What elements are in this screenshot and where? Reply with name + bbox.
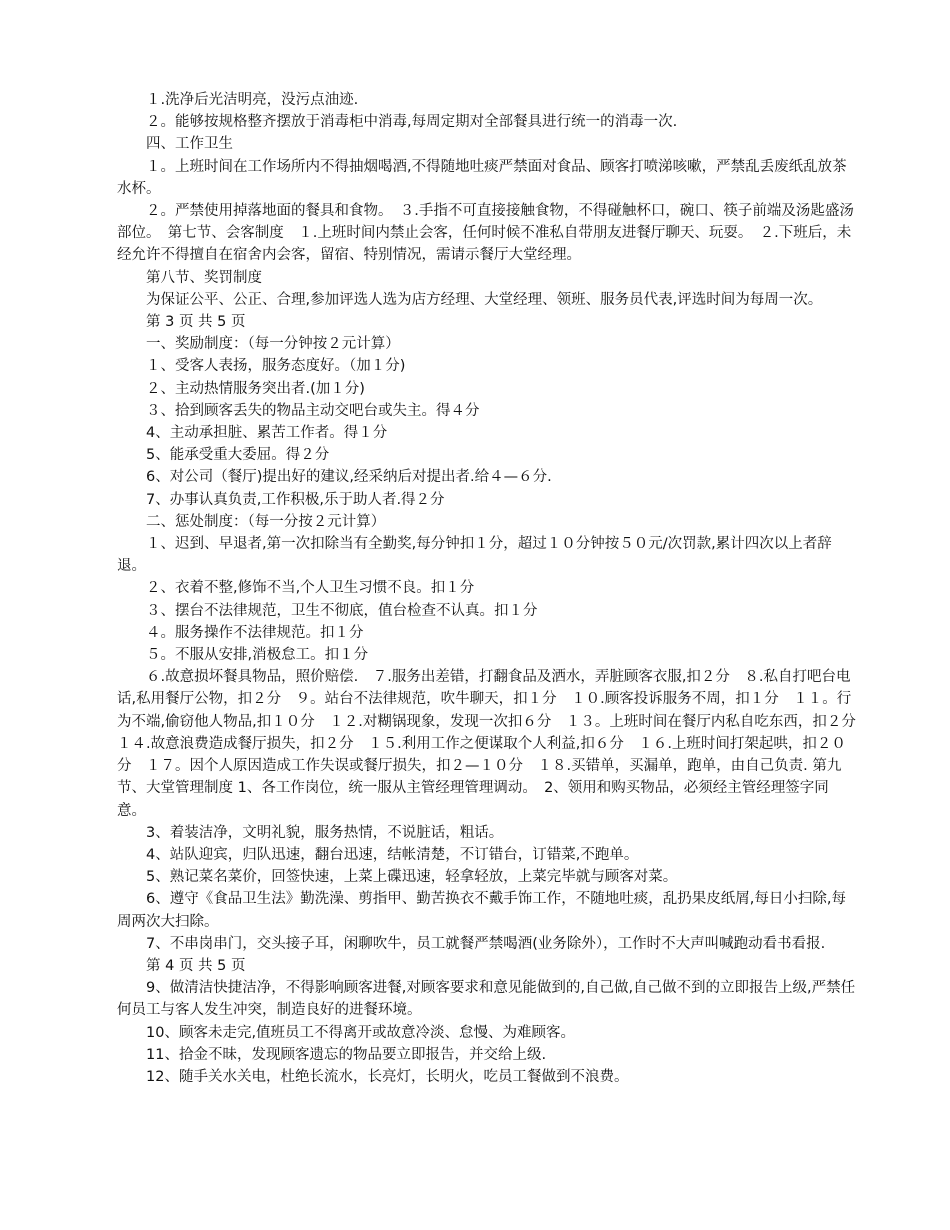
- list-item: ３、摆台不法律规范，卫生不彻底，值台检查不认真。扣１分: [146, 602, 538, 619]
- list-item: ２、主动热情服务突出者.(加１分): [146, 380, 365, 397]
- list-item: ２、衣着不整,修饰不当,个人卫生习惯不良。扣１分: [146, 580, 475, 597]
- list-item: １、迟到、早退者,第一次扣除当有全勤奖,每分钟扣１分，超过１０分钟按５０元/次罚款,累计四次以上者辞退。: [117, 536, 832, 575]
- section-heading: 四、工作卫生: [146, 136, 233, 153]
- page-number: 第 3 页 共 5 页: [146, 314, 246, 331]
- list-item: １、受客人表扬，服务态度好。（加１分): [146, 358, 406, 375]
- page-number: 第 4 页 共 5 页: [146, 957, 246, 974]
- list-item: 7、不串岗串门，交头接子耳，闲聊吹牛，员工就餐严禁喝酒(业务除外），工作时不大声叫喊跑动看书看报.: [146, 935, 826, 952]
- list-item: 4、主动承担脏、累苦工作者。得１分: [146, 425, 388, 442]
- list-item: 12、随手关水关电，杜绝长流水，长亮灯，长明火，吃员工餐做到不浪费。: [146, 1068, 629, 1085]
- list-item: 5、能承受重大委屈。得２分: [146, 447, 330, 464]
- list-item: 3、着装洁净，文明礼貌，服务热情，不说脏话，粗话。: [146, 824, 504, 841]
- list-item: 7、办事认真负责,工作积极,乐于助人者.得２分: [146, 491, 445, 508]
- paragraph: ２。能够按规格整齐摆放于消毒柜中消毒,每周定期对全部餐具进行统一的消毒一次.: [146, 114, 678, 131]
- list-item: 6、对公司（餐厅)提出好的建议,经采纳后对提出者.给４—６分.: [146, 469, 552, 486]
- list-item: 11、拾金不昧，发现顾客遗忘的物品要立即报告，并交给上级.: [146, 1046, 547, 1063]
- section-heading: 二、惩处制度：（每一分按２元计算）: [146, 513, 386, 530]
- paragraph: 为保证公平、公正、合理,参加评选人选为店方经理、大堂经理、领班、服务员代表,评选时间为每周一次。: [146, 291, 823, 308]
- list-item: ４。服务操作不法律规范。扣１分: [146, 624, 364, 641]
- section-heading: 第八节、奖罚制度: [146, 269, 262, 286]
- list-item: ５。不服从安排,消极怠工。扣１分: [146, 647, 369, 664]
- paragraph: ６.故意损坏餐具物品，照价赔偿. ７.服务出差错，打翻食品及洒水，弄脏顾客衣服,扣２分 ８.私自打吧台电话,私用餐厅公物，扣２分 ９。站台不法律规范，吹牛聊天，扣１分 １０.顾客投诉服务不周，扣１分 １１。行为不端,偷窃他人物品,扣１０分 １２.对糊锅现象，发现一次扣６分 １３。上班时间在餐厅内私自吃东西，扣２分 １４.故意浪费造成餐厅损失，扣２分 １５.利用工作之便谋取个人利益,扣６分 １６.上班时间打架起哄，扣２０分 １７。因个人原因造成工作失误或餐厅损失，扣２—１０分 １８.买错单，买漏单，跑单，由自己负责. 第九节、大堂管理制度 1、各工作岗位，统一服从主管经理管理调动。 2、领用和购买物品，必须经主管经理签字同意。: [117, 669, 871, 819]
- list-item: ３、拾到顾客丢失的物品主动交吧台或失主。得４分: [146, 402, 480, 419]
- paragraph: １.洗净后光洁明亮，没污点油迹.: [146, 92, 359, 108]
- list-item: 4、站队迎宾，归队迅速，翻台迅速，结帐清楚，不订错台，订错菜,不跑单。: [146, 846, 639, 863]
- document-body: [117, 89, 871, 1088]
- paragraph: ２。严禁使用掉落地面的餐具和食物。 ３.手指不可直接接触食物，不得碰触杯口，碗口、筷子前端及汤匙盛汤部位。 第七节、会客制度 １.上班时间内禁止会客，任何时候不准私自带朋友进餐厅聊天、玩耍。 ２.下班后，未经允许不得擅自在宿舍内会客，留宿、特别情况，需请示餐厅大堂经理。: [117, 203, 854, 264]
- section-heading: 一、奖励制度：（每一分钟按２元计算）: [146, 336, 400, 353]
- paragraph: １。上班时间在工作场所内不得抽烟喝酒,不得随地吐痰严禁面对食品、顾客打喷涕咳嗽，严禁乱丢废纸乱放茶水杯。: [117, 158, 847, 197]
- list-item: 5、熟记菜名菜价，回签快速，上菜上碟迅速，轻拿轻放，上菜完毕就与顾客对菜。: [146, 869, 678, 886]
- list-item: 9、做清洁快捷洁净，不得影响顾客进餐,对顾客要求和意见能做到的,自己做,自己做不到的立即报告上级,严禁任何员工与客人发生冲突，制造良好的进餐环境。: [117, 980, 856, 1019]
- list-item: 10、顾客未走完,值班员工不得离开或故意冷淡、怠慢、为难顾客。: [146, 1024, 576, 1041]
- list-item: 6、遵守《食品卫生法》勤洗澡、剪指甲、勤苦换衣不戴手饰工作，不随地吐痰，乱扔果皮纸屑,每日小扫除,每周两次大扫除。: [117, 891, 846, 930]
